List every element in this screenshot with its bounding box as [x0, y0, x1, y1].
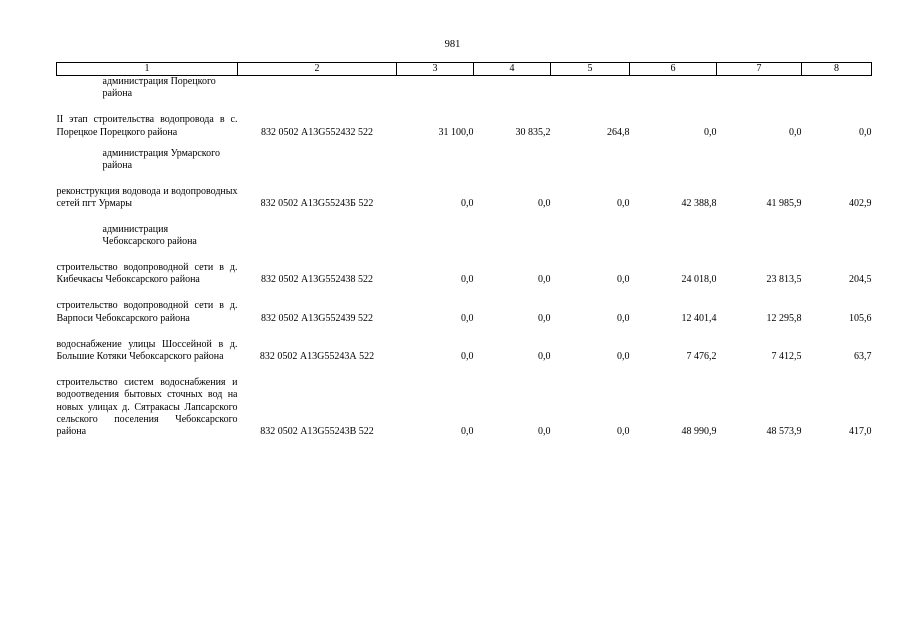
item-name: строительство водопроводной сети в д. Варпоси Чебоксарского района: [56, 300, 238, 324]
item-name: реконструкция водовода и водопроводных сетей пгт Урмары: [56, 186, 238, 210]
value-cell: 417,0: [849, 426, 872, 438]
column-header: 2: [238, 63, 397, 76]
column-header: 5: [551, 63, 630, 76]
column-header: 7: [717, 63, 802, 76]
table-row: [57, 186, 872, 210]
item-name: строительство систем водоснабжения и водоотведения бытовых сточных вод на новых улицах д. Сятракасы Лапсарского сельского поселения Чебоксарского района: [56, 377, 238, 438]
org-name: администрация Урмарского района: [102, 147, 220, 172]
value-cell: 0,0: [704, 126, 717, 138]
value-cell: 0,0: [789, 126, 802, 138]
table-row: [57, 377, 872, 438]
table-row: [57, 114, 872, 138]
value-cell: 0,0: [461, 198, 474, 210]
budget-code: 832 0502 А13G55243В 522: [260, 426, 374, 438]
value-cell: 63,7: [854, 351, 872, 363]
org-name: администрация Чебоксарского района: [102, 223, 197, 247]
value-cell: 402,9: [849, 198, 872, 210]
column-header: 8: [802, 63, 872, 76]
value-cell: 23 813,5: [766, 274, 802, 286]
column-header: 4: [474, 63, 551, 76]
value-cell: 0,0: [461, 274, 474, 286]
value-cell: 0,0: [859, 126, 872, 138]
value-cell: 0,0: [461, 351, 474, 363]
value-cell: 0,0: [617, 198, 630, 210]
budget-code: 832 0502 А13G552439 522: [261, 312, 373, 324]
table-row-org: [57, 76, 872, 101]
budget-table: [56, 62, 872, 438]
budget-code: 832 0502 А13G552438 522: [261, 274, 373, 286]
column-header: 1: [57, 63, 238, 76]
value-cell: 41 985,9: [766, 198, 802, 210]
page-number: 981: [444, 39, 461, 50]
table-row-org: [57, 148, 872, 172]
column-number-row: [57, 63, 872, 76]
value-cell: 0,0: [538, 312, 551, 324]
budget-code: 832 0502 А13G552432 522: [261, 126, 373, 138]
value-cell: 7 476,2: [686, 351, 717, 363]
value-cell: 105,6: [849, 312, 872, 324]
value-cell: 42 388,8: [681, 198, 717, 210]
value-cell: 0,0: [617, 426, 630, 438]
item-name: II этап строительства водопровода в с. Порецкое Порецкого района: [56, 114, 238, 138]
value-cell: 0,0: [461, 426, 474, 438]
value-cell: 12 295,8: [766, 312, 802, 324]
column-header: 3: [397, 63, 474, 76]
value-cell: 0,0: [617, 312, 630, 324]
value-cell: 204,5: [849, 274, 872, 286]
value-cell: 31 100,0: [438, 126, 474, 138]
value-cell: 48 990,9: [681, 426, 717, 438]
item-name: водоснабжение улицы Шоссейной в д. Большие Котяки Чебоксарского района: [56, 338, 238, 363]
table-row: [57, 300, 872, 324]
column-header: 6: [630, 63, 717, 76]
budget-code: 832 0502 А13G55243А 522: [259, 351, 375, 363]
value-cell: 24 018,0: [681, 274, 717, 286]
table-row-org: [57, 224, 872, 248]
value-cell: 48 573,9: [766, 426, 802, 438]
value-cell: 30 835,2: [515, 126, 551, 138]
value-cell: 12 401,4: [681, 312, 717, 324]
value-cell: 0,0: [538, 274, 551, 286]
value-cell: 0,0: [461, 312, 474, 324]
value-cell: 264,8: [607, 126, 630, 138]
value-cell: 7 412,5: [771, 351, 802, 363]
budget-code: 832 0502 А13G55243Б 522: [260, 198, 374, 210]
table-row: [57, 262, 872, 286]
value-cell: 0,0: [538, 426, 551, 438]
item-name: строительство водопроводной сети в д. Кибечкасы Чебоксарского района: [56, 262, 238, 286]
value-cell: 0,0: [617, 351, 630, 363]
org-name: администрация Порецкого района: [102, 76, 216, 100]
value-cell: 0,0: [538, 198, 551, 210]
value-cell: 0,0: [617, 274, 630, 286]
value-cell: 0,0: [538, 351, 551, 363]
table-row: [57, 339, 872, 363]
